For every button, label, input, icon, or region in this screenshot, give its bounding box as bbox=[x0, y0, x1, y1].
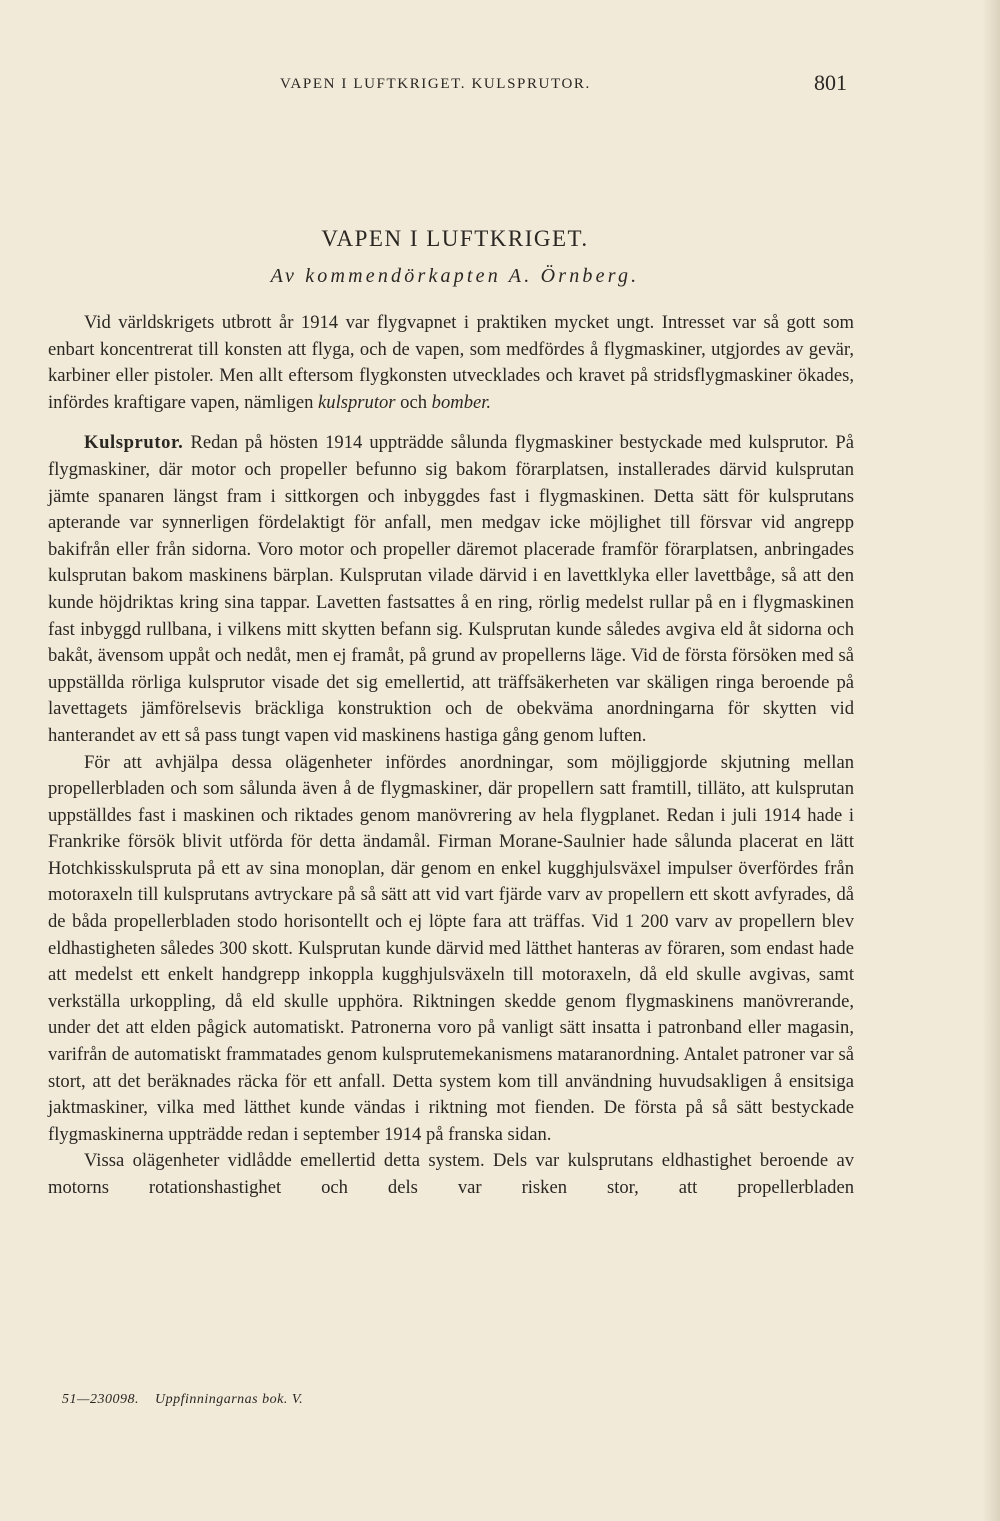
running-head bbox=[0, 72, 1000, 102]
intro-paragraph bbox=[48, 310, 854, 416]
running-title: VAPEN I LUFTKRIGET. KULSPRUTOR. bbox=[280, 76, 591, 92]
section-paragraph-1 bbox=[48, 430, 854, 749]
section-paragraph-2: För att avhjälpa dessa olägenheter infördes anordningar, som möjliggjorde skjutning mellan propellerbladen och som sålunda även å de flygmaskiner, där propellern satt framtill, tilläto, att kulsprutan uppställdes fast i maskinen och riktades genom manövrering av hela flygplanet. Redan i juli 1914 hade i Frankrike försök blivit utförda för detta ändamål. Firman Morane-Saulnier hade sålunda placerat en lätt Hotchkisskulspruta på ett av sina monoplan, där genom en enkel kugghjulsväxel impulser överfördes från motoraxeln till kulsprutans avtryckare på så sätt att vid vart fjärde varv av propellern ett skott avfyrades, då de båda propellerbladen stodo horisontellt och ej löpte fara att träffas. Vid 1 200 varv av propellern blev eldhastigheten således 300 skott. Kulsprutan kunde därvid med lätthet hanteras av föraren, som endast hade att medelst ett enkelt handgrepp inkoppla kugghjulsväxeln till motoraxeln, då eld skulle avgivas, samt verkställa urkoppling, då eld skulle upphöra. Riktningen skedde genom flygmaskinens manövrerande, under det att elden pågick automatiskt. Patronerna voro på vanligt sätt insatta i patronband eller magasin, varifrån de automatiskt frammatades genom kulsprutemekanismens mataranordning. Antalet patroner var så stort, att det beräknades räcka för ett anfall. Detta system kom till användning huvudsakligen å ensitsiga jaktmaskiner, vilka med lätthet kunde vändas i riktning mot fienden. De första på så sätt bestyckade flygmaskinerna uppträdde redan i september 1914 på franska sidan. bbox=[48, 751, 854, 1145]
emphasis-bomber: bomber. bbox=[431, 391, 492, 413]
intro-text: Vid världskrigets utbrott år 1914 var flygvapnet i praktiken mycket ungt. Intresset var så gott som enbart koncentrerat till konsten att flyga, och de vapen, som medfördes å flygmaskiner, utgjordes av gevär, karbiner eller pistoler. Men allt eftersom flygkonsten utvecklades och kravet på stridsflygmaskiner ökades, infördes kraftigare vapen, nämligen bbox=[48, 312, 854, 413]
section-paragraph-3: Vissa olägenheter vidlådde emellertid detta system. Dels var kulsprutans eldhastighet beroende av motorns rotationshastighet och dels var risken stor, att propellerbladen bbox=[48, 1150, 854, 1198]
signature-mark: 51—230098. bbox=[62, 1392, 139, 1407]
footer-signature bbox=[62, 1392, 462, 1408]
section-heading: Kulsprutor. bbox=[84, 432, 184, 454]
section-paragraph-1-text: Redan på hösten 1914 uppträdde sålunda flygmaskiner bestyckade med kulsprutor. På flygmaskiner, där motor och propeller befunno sig bakom förarplatsen, installerades därvid kulsprutan jämte spanaren längst fram i sittkorgen och inbyggdes fast i flygmaskinen. Detta sätt för kulsprutans apterande var synnerligen fördelaktigt för anfall, men medgav icke möjlighet till försvar vid angrepp bakifrån eller från sidorna. Voro motor och propeller däremot placerade framför förarplatsen, anbringades kulsprutan bakom maskinens bärplan. Kulsprutan vilade därvid i en lavettklyka eller lavettbåge, så att den kunde höjdriktas kring sina tappar. Lavetten fastsattes å en ring, rörlig medelst rullar på en i flygmaskinen fast inbyggd rullbana, i vilkens mitt skytten befann sig. Kulsprutan kunde således avgiva eld åt sidorna och bakåt, ävensom uppåt och nedåt, men ej framåt, på grund av propellerns läge. Vid de första försöken med så uppställda rörliga kulsprutor visade det sig emellertid, att träffsäkerheten var skäligen ringa beroende på lavettagets jämförelsevis bräckliga konstruktion och de obekväma anordningarna för skytten vid hanterandet av ett så pass tungt vapen vid maskinens hastiga gång genom luften. bbox=[48, 432, 854, 746]
intro-and: och bbox=[395, 391, 432, 413]
article-body bbox=[48, 310, 854, 1202]
page-edge-shadow bbox=[982, 0, 1000, 1521]
book-title: Uppfinningarnas bok. V. bbox=[154, 1392, 304, 1407]
page-number: 801 bbox=[814, 70, 847, 95]
byline: Av kommendörkapten A. Örnberg. bbox=[270, 265, 640, 287]
paragraph-gap bbox=[48, 416, 854, 430]
emphasis-kulsprutor: kulsprutor bbox=[318, 391, 396, 413]
article-title: VAPEN I LUFTKRIGET. bbox=[321, 226, 589, 251]
